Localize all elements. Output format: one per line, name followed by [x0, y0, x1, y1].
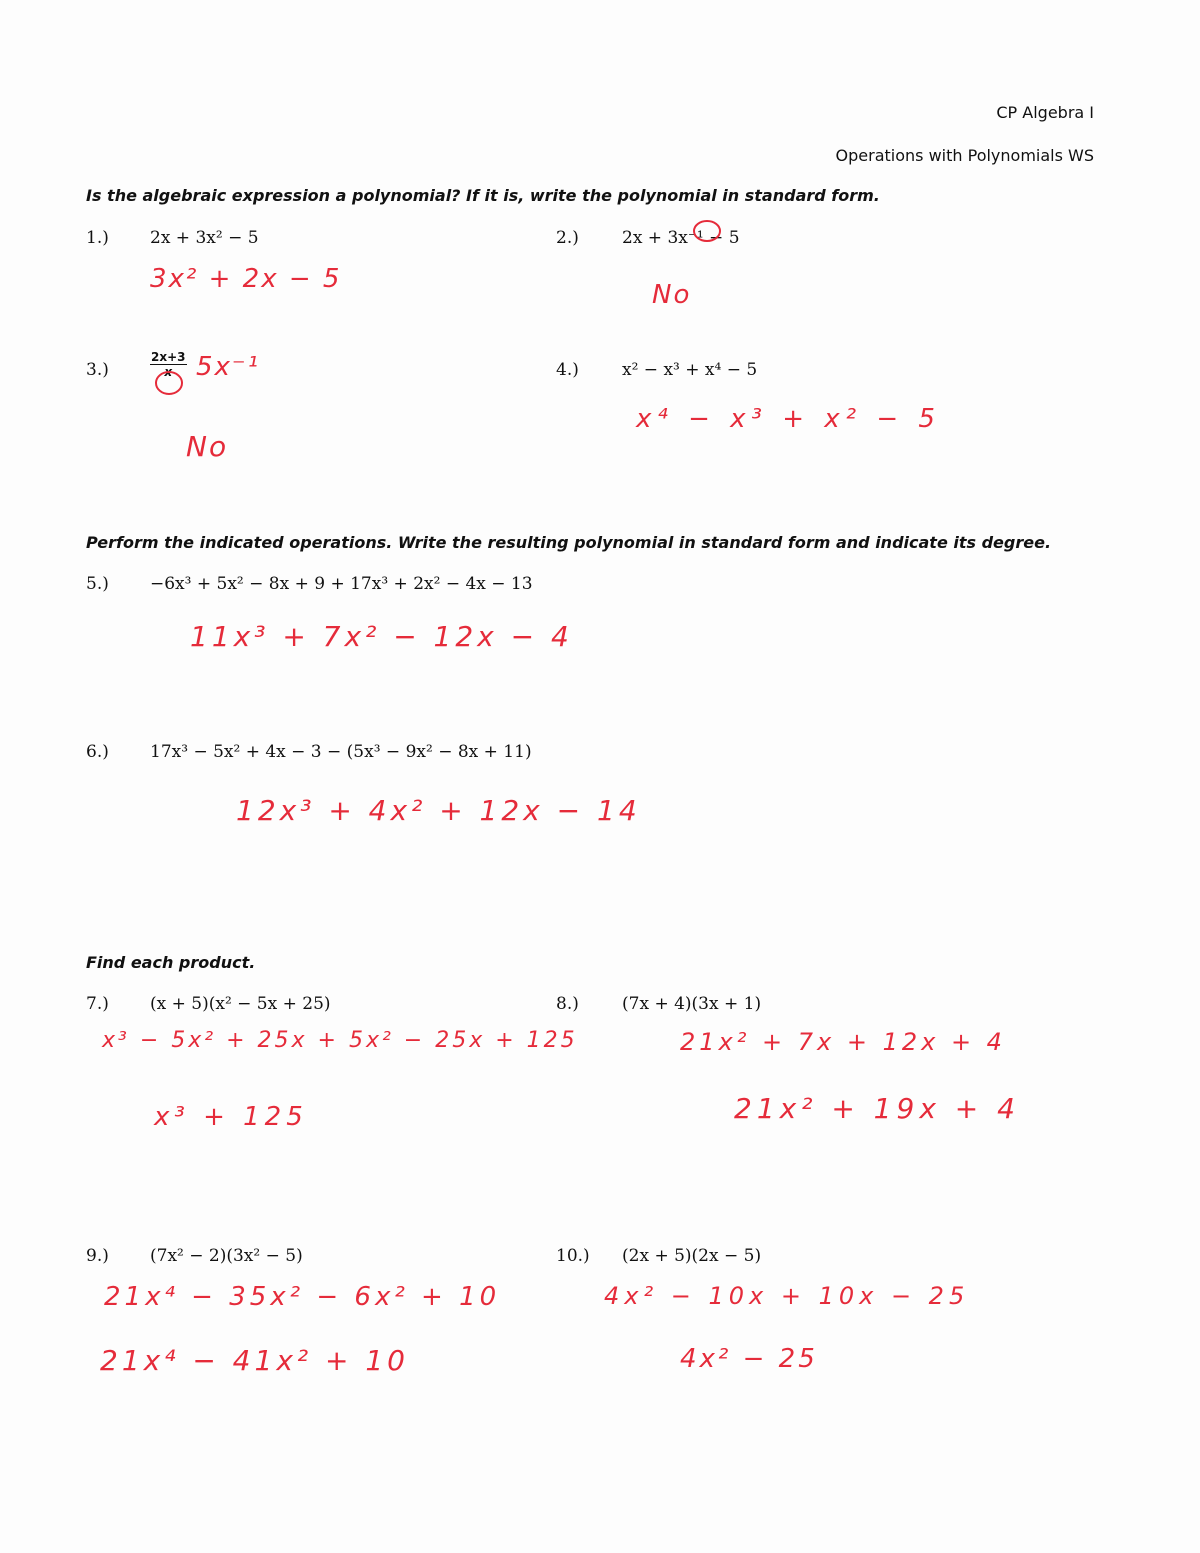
problem-2-expression: 2x + 3x⁻¹ − 5	[622, 228, 740, 248]
problem-2-circle-mark	[692, 218, 722, 244]
problem-1-number: 1.)	[86, 228, 109, 248]
course-name: CP Algebra I	[996, 103, 1094, 122]
problem-10-answer-line-2: 4x² − 25	[680, 1344, 818, 1374]
section-1-instruction: Is the algebraic expression a polynomial? If it is, write the polynomial in standard form.	[86, 186, 880, 205]
problem-10-number: 10.)	[556, 1246, 590, 1266]
problem-4-expression: x² − x³ + x⁴ − 5	[622, 360, 758, 380]
problem-1-answer: 3x² + 2x − 5	[150, 264, 342, 294]
problem-2-number: 2.)	[556, 228, 579, 248]
problem-5-answer: 11x³ + 7x² − 12x − 4	[190, 620, 573, 653]
problem-5-expression: −6x³ + 5x² − 8x + 9 + 17x³ + 2x² − 4x − 13	[150, 574, 533, 594]
problem-6-expression: 17x³ − 5x² + 4x − 3 − (5x³ − 9x² − 8x + 11)	[150, 742, 532, 762]
problem-9-answer-line-2: 21x⁴ − 41x² + 10	[100, 1344, 409, 1377]
problem-3-note: 5x⁻¹	[196, 352, 261, 382]
problem-10-answer-line-1: 4x² − 10x + 10x − 25	[604, 1282, 970, 1310]
worksheet-title: Operations with Polynomials WS	[835, 146, 1094, 165]
problem-8-expression: (7x + 4)(3x + 1)	[622, 994, 762, 1014]
problem-7-number: 7.)	[86, 994, 109, 1014]
problem-10-expression: (2x + 5)(2x − 5)	[622, 1246, 762, 1266]
problem-8-number: 8.)	[556, 994, 579, 1014]
problem-7-expression: (x + 5)(x² − 5x + 25)	[150, 994, 331, 1014]
problem-9-number: 9.)	[86, 1246, 109, 1266]
section-2-instruction: Perform the indicated operations. Write the resulting polynomial in standard form and indicate its degree.	[86, 533, 1052, 552]
problem-1-expression: 2x + 3x² − 5	[150, 228, 259, 248]
problem-7-answer-line-1: x³ − 5x² + 25x + 5x² − 25x + 125	[102, 1028, 578, 1053]
problem-4-answer: x⁴ − x³ + x² − 5	[636, 404, 941, 434]
problem-5-number: 5.)	[86, 574, 109, 594]
problem-3-number: 3.)	[86, 360, 109, 380]
problem-3-numerator: 2x+3	[151, 350, 186, 364]
problem-9-expression: (7x² − 2)(3x² − 5)	[150, 1246, 303, 1266]
problem-3-denominator: x	[164, 365, 173, 379]
problem-3-circle-mark	[154, 370, 184, 396]
problem-7-answer-line-2: x³ + 125	[154, 1102, 308, 1132]
problem-9-answer-line-1: 21x⁴ − 35x² − 6x² + 10	[104, 1282, 501, 1312]
problem-2-answer: No	[652, 280, 692, 310]
problem-3-answer: No	[186, 430, 229, 463]
problem-8-answer-line-2: 21x² + 19x + 4	[734, 1092, 1020, 1125]
problem-6-number: 6.)	[86, 742, 109, 762]
problem-6-answer: 12x³ + 4x² + 12x − 14	[236, 794, 641, 827]
problem-8-answer-line-1: 21x² + 7x + 12x + 4	[680, 1028, 1006, 1056]
section-3-instruction: Find each product.	[86, 953, 256, 972]
problem-4-number: 4.)	[556, 360, 579, 380]
